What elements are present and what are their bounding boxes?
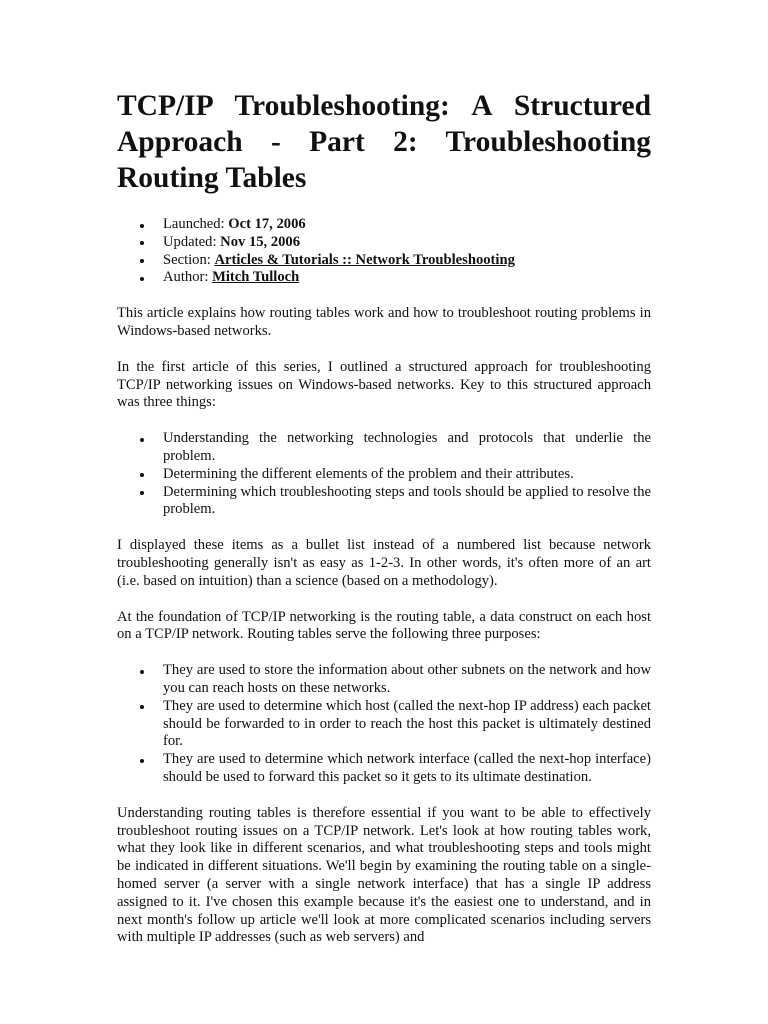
list-item: Understanding the networking technologies and protocols that underlie the problem. [117, 430, 651, 466]
list-item: Determining which troubleshooting steps and tools should be applied to resolve the problem. [117, 484, 651, 520]
meta-launched-label: Launched: [163, 216, 229, 232]
meta-author [117, 269, 651, 287]
paragraph-first-article: In the first article of this series, I outlined a structured approach for troubleshooting TCP/IP networking issues on Windows-based networks. Key to this structured approach was three things: [117, 358, 651, 411]
section-link[interactable]: Articles & Tutorials :: Network Troubleshooting [214, 251, 515, 268]
paragraph-bullet-list: I displayed these items as a bullet list instead of a numbered list because network troubleshooting generally isn't as easy as 1-2-3. In other words, it's often more of an art (i.e. based on intuition) than a science (based on a methodology). [117, 537, 651, 589]
meta-launched [117, 216, 651, 234]
routing-purposes-list [117, 662, 651, 787]
list-item: They are used to store the information about other subnets on the network and how you can reach hosts on these networks. [117, 662, 651, 698]
meta-updated-label: Updated: [163, 233, 221, 250]
meta-section [117, 252, 651, 270]
article-meta-list [117, 216, 651, 287]
meta-updated-value: Nov 15, 2006 [220, 233, 301, 250]
paragraph-routing-table: At the foundation of TCP/IP networking is the routing table, a data construct on each host on a TCP/IP network. Routing tables serve the following three purposes: [117, 608, 651, 643]
meta-section-label: Section: [163, 251, 215, 268]
list-item: They are used to determine which host (called the next-hop IP address) each packet should be forwarded to in order to reach the host this packet is ultimately destined for. [117, 698, 651, 751]
meta-launched-value: Oct 17, 2006 [228, 216, 306, 232]
paragraph-understanding: Understanding routing tables is therefore essential if you want to be able to effectively troubleshoot routing issues on a TCP/IP network. Let's look at how routing tables work, what they look like in different scenarios, and what troubleshooting steps and tools might be indicated in different situations. We'll begin by examining the routing table on a single-homed server (a server with a single network interface) that has a single IP address assigned to it. I've chosen this example because it's the easiest one to understand, and in next month's follow up article we'll look at more complicated scenarios including servers with multiple IP addresses (such as web servers) and [117, 804, 651, 946]
list-item: They are used to determine which network interface (called the next-hop interface) should be used to forward this packet so it gets to its ultimate destination. [117, 751, 651, 787]
article-title: TCP/IP Troubleshooting: A Structured Approach - Part 2: Troubleshooting Routing Tables [117, 90, 651, 194]
intro-paragraph: This article explains how routing tables work and how to troubleshoot routing problems in Windows-based networks. [117, 305, 651, 339]
list-item: Determining the different elements of the problem and their attributes. [117, 466, 651, 484]
meta-author-label: Author: [163, 269, 213, 286]
structured-approach-list [117, 430, 651, 519]
author-link[interactable]: Mitch Tulloch [212, 269, 300, 286]
meta-updated [117, 234, 651, 252]
